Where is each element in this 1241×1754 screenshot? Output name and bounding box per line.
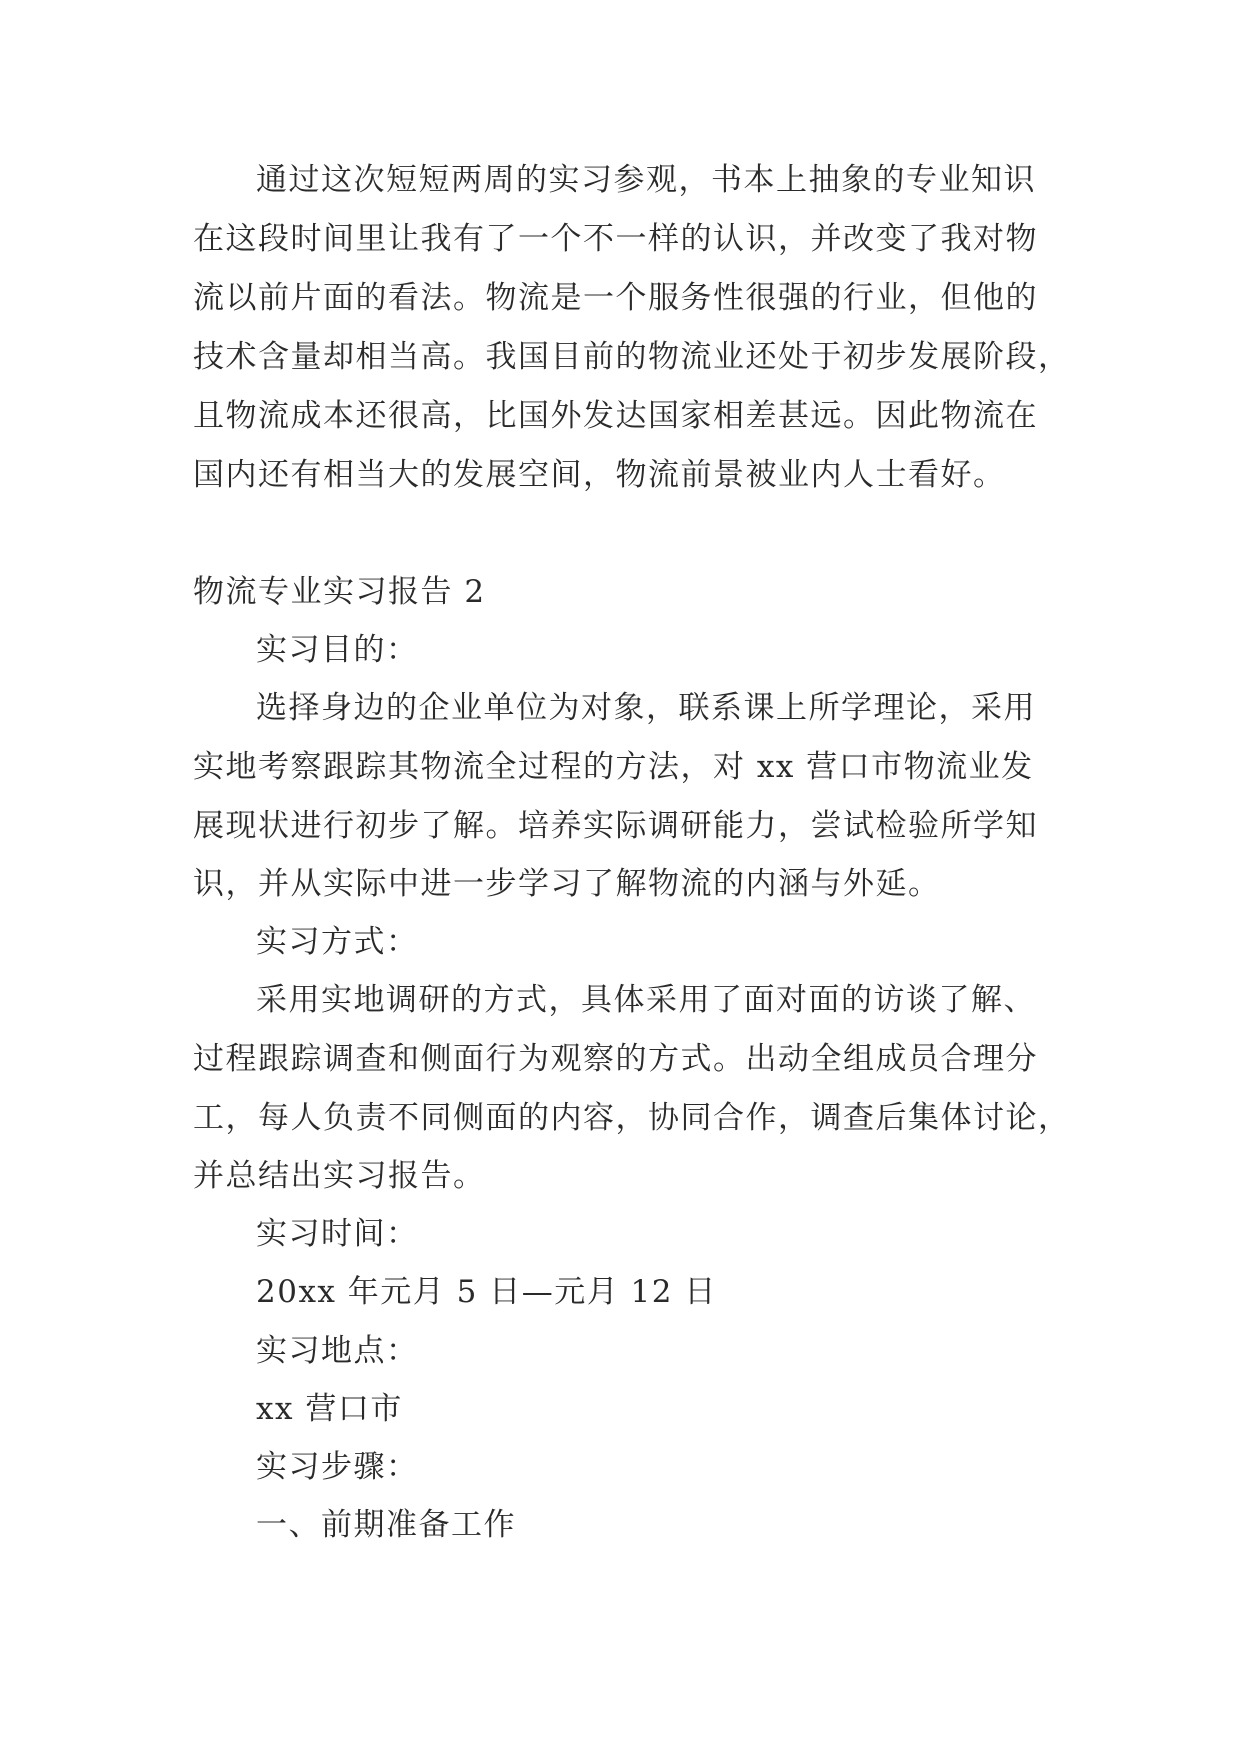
steps-heading: 实习步骤： [256, 1449, 419, 1485]
purpose-line-2: 实地考察跟踪其物流全过程的方法，对 xx 营口市物流业发 [193, 749, 1034, 785]
place-value: xx 营口市 [256, 1391, 403, 1427]
step-1: 一、前期准备工作 [256, 1507, 516, 1543]
method-heading: 实习方式： [256, 924, 419, 960]
intro-line-3: 流以前片面的看法。物流是一个服务性很强的行业，但他的 [193, 280, 1038, 316]
intro-line-2: 在这段时间里让我有了一个不一样的认识，并改变了我对物 [193, 221, 1038, 257]
method-line-2: 过程跟踪调查和侧面行为观察的方式。出动全组成员合理分 [193, 1041, 1038, 1077]
time-heading: 实习时间： [256, 1216, 419, 1252]
purpose-heading: 实习目的： [256, 632, 419, 668]
section-title: 物流专业实习报告 2 [193, 574, 486, 610]
purpose-line-3: 展现状进行初步了解。培养实际调研能力，尝试检验所学知 [193, 808, 1038, 844]
time-value: 20xx 年元月 5 日—元月 12 日 [256, 1274, 717, 1310]
intro-line-4: 技术含量却相当高。我国目前的物流业还处于初步发展阶段， [193, 339, 1071, 375]
purpose-line-4: 识，并从实际中进一步学习了解物流的内涵与外延。 [193, 866, 941, 902]
intro-line-6: 国内还有相当大的发展空间，物流前景被业内人士看好。 [193, 457, 1006, 493]
method-line-1: 采用实地调研的方式，具体采用了面对面的访谈了解、 [256, 982, 1036, 1018]
intro-line-1: 通过这次短短两周的实习参观，书本上抽象的专业知识 [256, 162, 1036, 198]
place-heading: 实习地点： [256, 1333, 419, 1369]
method-line-3: 工，每人负责不同侧面的内容，协同合作，调查后集体讨论， [193, 1100, 1071, 1136]
method-line-4: 并总结出实习报告。 [193, 1158, 486, 1194]
intro-line-5: 且物流成本还很高，比国外发达国家相差甚远。因此物流在 [193, 398, 1038, 434]
purpose-line-1: 选择身边的企业单位为对象，联系课上所学理论，采用 [256, 690, 1036, 726]
